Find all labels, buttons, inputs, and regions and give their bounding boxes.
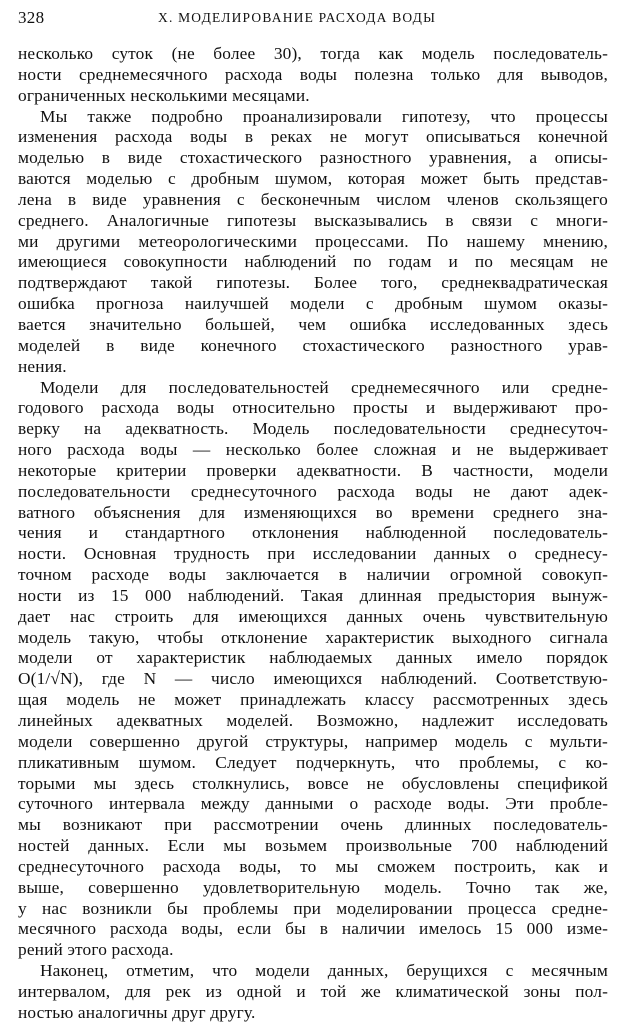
text-line: щая модель не может принадлежать классу рассмотренных здесь — [18, 690, 608, 710]
text-line: интервалом, для рек из одной и той же климатической зоны пол- — [18, 981, 608, 1001]
paragraph — [18, 44, 608, 107]
text-line: ограниченных несколькими месяцами. — [18, 85, 310, 105]
text-line: у нас возникли бы проблемы при моделировании процесса средне- — [18, 898, 608, 918]
text-line: ностью аналогичны друг другу. — [18, 1002, 256, 1022]
text-line: среднего. Аналогичные гипотезы высказывались в связи с многи- — [18, 210, 608, 230]
text-line: месячного расхода воды, если бы в наличии имелось 15 000 изме- — [18, 919, 608, 939]
text-line: ности среднемесячного расхода воды полезна только для выводов, — [18, 64, 608, 84]
text-line: ошибка прогноза наилучшей модели с дробным шумом оказы- — [18, 294, 608, 314]
page-header — [18, 0, 608, 44]
text-line: суточного интервала между данными о расходе воды. Эти пробле- — [18, 794, 608, 814]
paragraph — [18, 378, 608, 962]
text-line: Мы также подробно проанализировали гипотезу, что процессы — [40, 106, 608, 126]
text-line: пликативным шумом. Следует подчеркнуть, что проблемы, с ко- — [18, 752, 608, 772]
text-line: годового расхода воды относительно просты и выдерживают про- — [18, 398, 608, 418]
text-line: ваются моделью с дробным шумом, которая может быть представ- — [18, 169, 608, 189]
paragraph — [18, 107, 608, 378]
text-line: моделью в виде стохастического разностного уравнения, а описы- — [18, 148, 608, 168]
text-line: точном расходе воды заключается в наличии огромной совокуп- — [18, 565, 608, 585]
text-line: модель такую, чтобы отклонение характеристик выходного сигнала — [18, 627, 608, 647]
text-line: последовательности среднесуточного расхода воды не дают адек- — [18, 481, 608, 501]
text-line: модели совершенно другой структуры, например модель с мульти- — [18, 731, 608, 751]
text-line: O(1/√N), где N — число имеющихся наблюдений. Соответствую- — [18, 669, 608, 689]
text-line: ностей данных. Если мы возьмем произвольные 700 наблюдений — [18, 836, 608, 856]
text-line: рений этого расхода. — [18, 940, 174, 960]
text-line: мы возникают при рассмотрении очень длинных последователь- — [18, 815, 608, 835]
text-line: среднесуточного расхода воды, то мы сможем построить, как и — [18, 856, 608, 876]
text-line: ности. Основная трудность при исследовании данных о среднесу- — [18, 544, 608, 564]
text-line: линейных адекватных моделей. Возможно, надлежит исследовать — [18, 711, 608, 730]
text-line: ного расхода воды — несколько более сложная и не выдерживает — [18, 440, 608, 460]
text-line: чения и стандартного отклонения наблюденной последователь- — [18, 523, 608, 543]
text-line: подтверждают такой гипотезы. Более того, среднеквадратическая — [18, 273, 608, 293]
text-line: некоторые критерии проверки адекватности. В частности, модели — [18, 460, 608, 480]
text-line: ности из 15 000 наблюдений. Такая длинная предыстория вынуж- — [18, 585, 608, 605]
book-page — [18, 0, 608, 1022]
text-line: ватного объяснения для изменяющихся во времени среднего зна- — [18, 502, 608, 522]
text-line: торыми мы здесь столкнулись, вовсе не обусловлены спецификой — [18, 773, 608, 793]
running-title: X. МОДЕЛИРОВАНИЕ РАСХОДА ВОДЫ — [158, 10, 437, 25]
text-line: вается значительно большей, чем ошибка исследованных здесь — [18, 314, 608, 334]
text-line: модели от характеристик наблюдаемых данных имело порядок — [18, 648, 608, 668]
text-line: имеющиеся совокупности наблюдений по годам и по месяцам не — [18, 252, 608, 272]
text-line: изменения расхода воды в реках не могут описываться конечной — [18, 127, 608, 147]
text-line: ми другими метеорологическими процессами. По нашему мнению, — [18, 231, 608, 251]
text-line: выше, совершенно удовлетворительную модель. Точно так же, — [18, 877, 608, 897]
text-line: Модели для последовательностей среднемесячного или средне- — [40, 377, 608, 397]
paragraph — [18, 961, 608, 1024]
page-number: 328 — [18, 8, 45, 27]
text-line: нения. — [18, 356, 67, 376]
text-line: несколько суток (не более 30), тогда как модель последователь- — [18, 44, 608, 63]
text-line: лена в виде уравнения с бесконечным числом членов скользящего — [18, 189, 608, 209]
text-line: Наконец, отметим, что модели данных, берущихся с месячным — [40, 961, 608, 981]
text-line: дает нас строить для имеющихся данных очень чувствительную — [18, 606, 608, 626]
body-text — [18, 44, 608, 1024]
text-line: верку на адекватность. Модель последовательности среднесуточ- — [18, 419, 608, 439]
text-line: моделей в виде конечного стохастического разностного урав- — [18, 335, 608, 355]
